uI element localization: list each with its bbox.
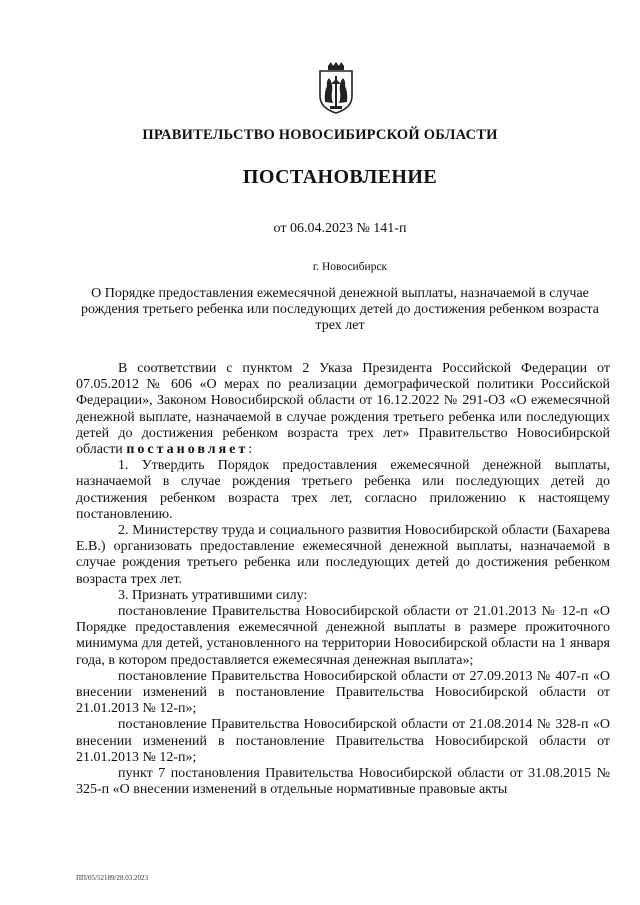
item-1-paragraph: 1. Утвердить Порядок предоставления ежемесячной денежной выплаты, назначаемой в случае рождения третьего ребенка или последующих детей до достижения ребенком возраста трех лет, согласно приложению к настоящему постановлению. [76,458,610,522]
document-type: ПОСТАНОВЛЕНИЕ [242,166,438,188]
item-3-paragraph: 3. Признать утратившими силу: [118,587,308,603]
item-3b-paragraph: постановление Правительства Новосибирской области от 27.09.2013 № 407-п «О внесении изменений в постановление Правительства Новосибирской области от 21.01.2013 № 12-п»; [76,668,610,717]
footer-code: ПП/05/52189/28.03.2023 [76,874,148,882]
document-city: г. Новосибирск [312,261,388,273]
item-3d-paragraph: пункт 7 постановления Правительства Новосибирской области от 31.08.2015 № 325-п «О внесении изменений в отдельные нормативные правовые акты [76,766,610,798]
item-2-paragraph: 2. Министерству труда и социального развития Новосибирской области (Бахарева Е.В.) организовать предоставление ежемесячной денежной выплаты, назначаемой в случае рождения третьего ребенка или последующих детей до достижения ребенком возраста трех лет. [76,523,610,587]
resolves-word: постановляет [126,442,249,458]
preamble-paragraph: В соответствии с пунктом 2 Указа Президента Российской Федерации от 07.05.2012 № 606 «О мерах по реализации демографической политики Российской Федерации», Законом Новосибирской области от 16.12.2022 № 291-ОЗ «О ежемесячной денежной выплате, назначаемой в случае рождения третьего ребенка или последующих детей до достижения ребенком возраста трех лет» Правительство Новосибирской области постановляет: [76,361,610,458]
item-3c-paragraph: постановление Правительства Новосибирской области от 21.08.2014 № 328-п «О внесении изменений в постановление Правительства Новосибирской области от 21.01.2013 № 12-п»; [76,717,610,765]
authority-title: ПРАВИТЕЛЬСТВО НОВОСИБИРСКОЙ ОБЛАСТИ [142,127,498,143]
preamble-text: В соответствии с пунктом 2 Указа Президента Российской Федерации от 07.05.2012 № 606 «О мерах по реализации демографической политики Российской Федерации», Законом Новосибирской области от 16.12.2022 № 291-ОЗ «О ежемесячной денежной выплате, назначаемой в случае рождения третьего ребенка или последующих детей до достижения ребенком возраста трех лет» Правительство Новосибирской области [76,361,610,458]
coat-of-arms-icon [316,62,356,114]
document-subject: О Порядке предоставления ежемесячной денежной выплаты, назначаемой в случае рождения третьего ребенка или последующих детей до достижения ребенком возраста трех лет [81,286,599,333]
document-body [76,361,610,798]
item-3a-paragraph: постановление Правительства Новосибирской области от 21.01.2013 № 12-п «О Порядке предоставления ежемесячной денежной выплаты в размере прожиточного минимума для детей, установленного на территории Новосибирской области на 1 января года, в котором предоставляется ежемесячная денежная выплата»; [76,604,610,668]
document-date-number: от 06.04.2023 № 141-п [273,221,407,236]
